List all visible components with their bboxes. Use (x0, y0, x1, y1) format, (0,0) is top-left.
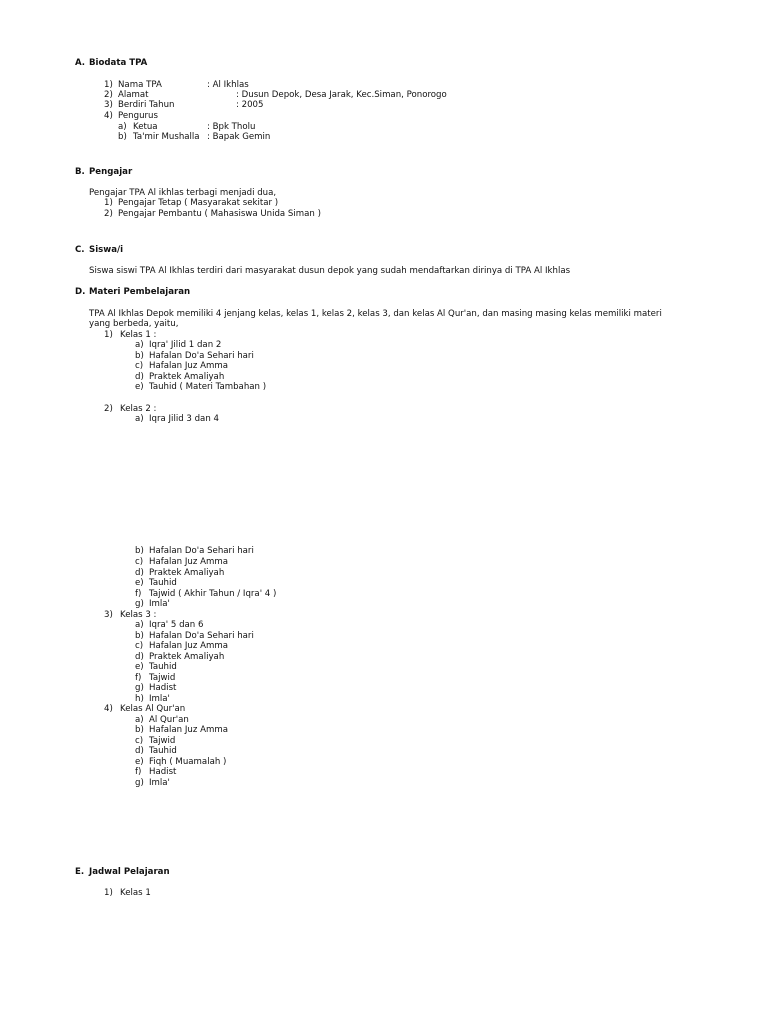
list-number: 2) (104, 90, 113, 100)
list-letter: a) (135, 715, 144, 725)
list-number: 4) (104, 704, 113, 714)
list-number: 4) (104, 111, 113, 121)
list-letter: a) (118, 122, 127, 132)
ketua-label: Ketua (133, 122, 158, 132)
list-letter: f) (135, 673, 142, 683)
pengajar-item: Pengajar Tetap ( Masyarakat sekitar ) (118, 198, 279, 208)
list-item: Tajwid (149, 736, 176, 746)
list-item: Al Qur'an (149, 715, 189, 725)
list-letter: d) (135, 652, 144, 662)
materi-intro: TPA Al Ikhlas Depok memiliki 4 jenjang kelas, kelas 1, kelas 2, kelas 3, dan kelas Al Qur'an, dan masing masing kelas memiliki materi (89, 309, 662, 319)
list-item: Iqra Jilid 3 dan 4 (149, 414, 219, 424)
list-item: Hadist (149, 767, 177, 777)
pengurus-label: Pengurus (118, 111, 158, 121)
pengajar-item: Pengajar Pembantu ( Mahasiswa Unida Siman ) (118, 209, 321, 219)
list-item: Imla' (149, 599, 170, 609)
list-item: Hafalan Juz Amma (149, 725, 228, 735)
list-letter: e) (135, 578, 144, 588)
list-letter: b) (135, 351, 144, 361)
alamat-value: : Dusun Depok, Desa Jarak, Kec.Siman, Ponorogo (236, 90, 447, 100)
section-d-letter: D. (75, 287, 86, 297)
list-number: 1) (104, 198, 113, 208)
section-e-title: Jadwal Pelajaran (89, 867, 170, 877)
list-number: 3) (104, 610, 113, 620)
list-letter: c) (135, 641, 144, 651)
siswa-text: Siswa siswi TPA Al Ikhlas terdiri dari masyarakat dusun depok yang sudah mendaftarkan dirinya di TPA Al Ikhlas (89, 266, 571, 276)
kelas3-title: Kelas 3 : (120, 610, 157, 620)
list-item: Hafalan Do'a Sehari hari (149, 631, 254, 641)
list-item: Fiqh ( Muamalah ) (149, 757, 227, 767)
section-a-letter: A. (75, 58, 86, 68)
list-item: Praktek Amaliyah (149, 652, 225, 662)
list-item: Hafalan Juz Amma (149, 641, 228, 651)
nama-tpa-label: Nama TPA (118, 80, 162, 90)
list-item: Imla' (149, 778, 170, 788)
section-c-letter: C. (75, 245, 85, 255)
list-letter: d) (135, 372, 144, 382)
list-letter: b) (135, 631, 144, 641)
tamir-value: : Bapak Gemin (207, 132, 271, 142)
materi-intro-cont: yang berbeda, yaitu, (89, 319, 179, 329)
list-item: Tauhid (149, 746, 177, 756)
list-item: Hadist (149, 683, 177, 693)
kelas-alquran-title: Kelas Al Qur'an (120, 704, 186, 714)
list-letter: a) (135, 620, 144, 630)
list-letter: b) (135, 546, 144, 556)
list-letter: a) (135, 414, 144, 424)
alamat-label: Alamat (118, 90, 149, 100)
list-letter: g) (135, 778, 144, 788)
section-b-title: Pengajar (89, 167, 133, 177)
list-letter: e) (135, 757, 144, 767)
nama-tpa-value: : Al Ikhlas (207, 80, 249, 90)
kelas1-title: Kelas 1 : (120, 330, 157, 340)
list-item: Praktek Amaliyah (149, 372, 225, 382)
list-item: Imla' (149, 694, 170, 704)
kelas2-title: Kelas 2 : (120, 404, 157, 414)
list-letter: g) (135, 599, 144, 609)
list-item: Hafalan Do'a Sehari hari (149, 546, 254, 556)
list-item: Tauhid ( Materi Tambahan ) (149, 382, 267, 392)
list-letter: e) (135, 382, 144, 392)
section-e-letter: E. (75, 867, 85, 877)
section-c-title: Siswa/i (89, 245, 124, 255)
ketua-value: : Bpk Tholu (207, 122, 256, 132)
list-number: 1) (104, 888, 113, 898)
list-letter: e) (135, 662, 144, 672)
list-item: Tauhid (149, 578, 177, 588)
list-letter: h) (135, 694, 144, 704)
section-a-title: Biodata TPA (89, 58, 148, 68)
list-item: Hafalan Do'a Sehari hari (149, 351, 254, 361)
list-letter: c) (135, 557, 144, 567)
tamir-label: Ta'mir Mushalla (133, 132, 200, 142)
list-letter: c) (135, 736, 144, 746)
list-number: 3) (104, 100, 113, 110)
list-item: Tauhid (149, 662, 177, 672)
list-item: Iqra' 5 dan 6 (149, 620, 204, 630)
list-item: Iqra' Jilid 1 dan 2 (149, 340, 222, 350)
berdiri-tahun-value: : 2005 (236, 100, 264, 110)
section-d-title: Materi Pembelajaran (89, 287, 191, 297)
list-item: Hafalan Juz Amma (149, 557, 228, 567)
list-item: Tajwid (149, 673, 176, 683)
list-letter: f) (135, 767, 142, 777)
list-letter: g) (135, 683, 144, 693)
berdiri-tahun-label: Berdiri Tahun (118, 100, 175, 110)
list-number: 1) (104, 330, 113, 340)
list-letter: d) (135, 568, 144, 578)
list-item: Hafalan Juz Amma (149, 361, 228, 371)
list-letter: c) (135, 361, 144, 371)
list-letter: d) (135, 746, 144, 756)
jadwal-item: Kelas 1 (120, 888, 151, 898)
list-letter: b) (135, 725, 144, 735)
list-letter: f) (135, 589, 142, 599)
pengajar-intro: Pengajar TPA Al ikhlas terbagi menjadi dua, (89, 188, 277, 198)
list-number: 1) (104, 80, 113, 90)
list-number: 2) (104, 404, 113, 414)
list-number: 2) (104, 209, 113, 219)
list-item: Tajwid ( Akhir Tahun / Iqra' 4 ) (149, 589, 277, 599)
section-b-letter: B. (75, 167, 85, 177)
list-letter: b) (118, 132, 127, 142)
list-letter: a) (135, 340, 144, 350)
list-item: Praktek Amaliyah (149, 568, 225, 578)
